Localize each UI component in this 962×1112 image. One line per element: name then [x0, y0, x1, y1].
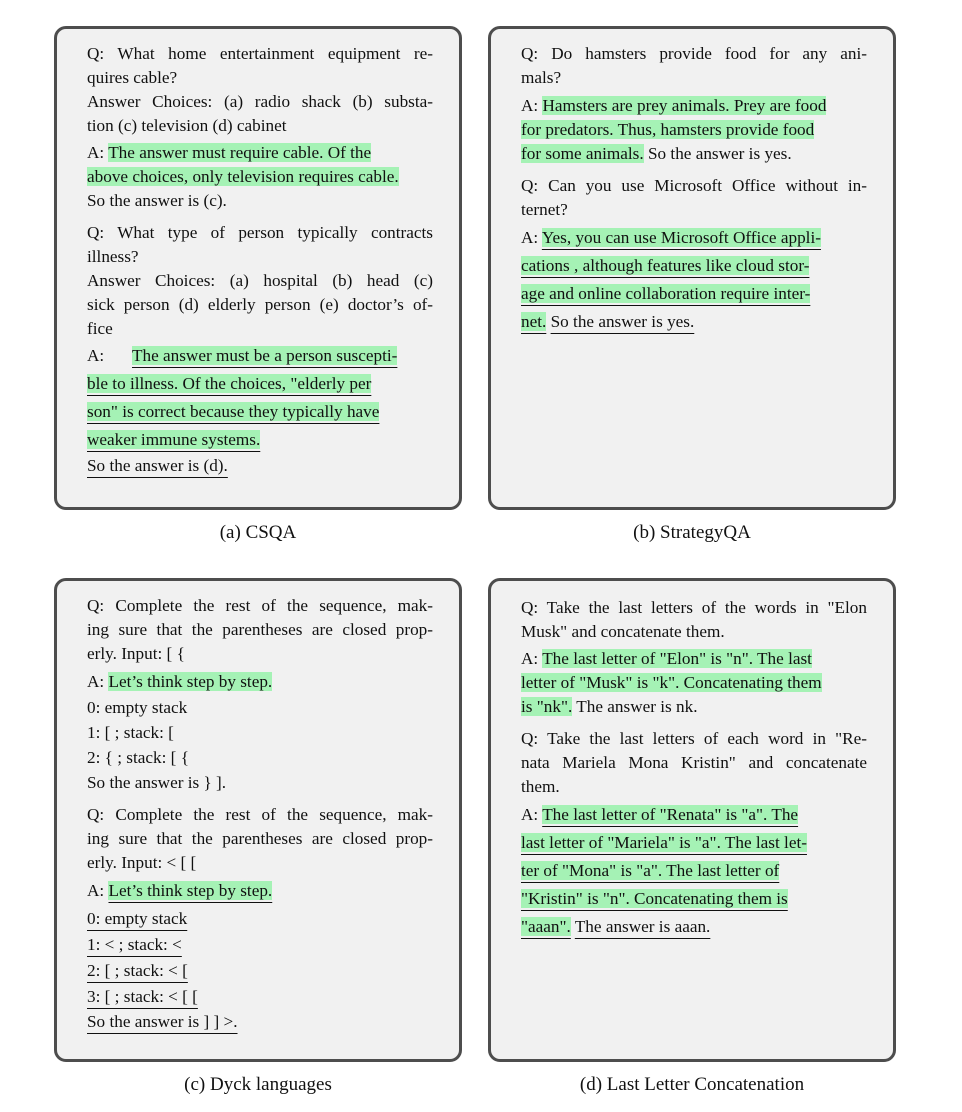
text-line: them. — [521, 777, 560, 796]
final-answer: So the answer is yes. — [550, 312, 695, 331]
answer-line — [521, 226, 867, 250]
answer-line — [521, 803, 867, 827]
answer-line — [521, 859, 867, 883]
answer-prefix: A: — [521, 228, 542, 247]
answer-line — [521, 94, 867, 118]
rationale-highlight: Let’s think step by step. — [108, 672, 273, 691]
answer-line — [521, 254, 867, 278]
rationale-highlight: son" is correct because they typically have — [87, 402, 380, 421]
text-line: nata Mariela Mona Kristin" and concatenate — [521, 753, 867, 772]
rationale-highlight: last letter of "Mariela" is "a". The last let- — [521, 833, 807, 852]
answer-prefix: A: — [87, 672, 109, 691]
rationale-highlight: Let’s think step by step. — [108, 881, 273, 900]
rationale-highlight: weaker immune systems. — [87, 430, 261, 449]
answer-line — [521, 695, 867, 719]
text-line: sick person (d) elderly person (e) doctor’s of- — [87, 295, 433, 314]
panel-last-letter-concatenation — [488, 578, 896, 1062]
answer-line — [87, 907, 433, 931]
caption-strategyqa: (b) StrategyQA — [633, 522, 751, 543]
text-line: tion (c) television (d) cabinet — [87, 116, 287, 135]
text-line: erly. Input: [ { — [87, 644, 185, 663]
rationale-highlight: ble to illness. Of the choices, "elderly per — [87, 374, 372, 393]
answer-line — [87, 985, 433, 1009]
answer-line — [521, 142, 867, 166]
rationale-highlight: above choices, only television requires cable. — [87, 167, 399, 186]
rationale-highlight: The answer must be a person suscepti- — [132, 346, 398, 365]
caption-dyck-languages: (c) Dyck languages — [184, 1074, 332, 1095]
text-line: 1: [ ; stack: [ — [87, 723, 174, 742]
caption-csqa: (a) CSQA — [219, 522, 297, 543]
rationale-highlight: net. — [521, 312, 547, 331]
text-line: erly. Input: < [ [ — [87, 853, 197, 872]
answer-line — [87, 1010, 433, 1034]
final-answer: The answer is nk. — [572, 697, 698, 716]
answer-line — [521, 915, 867, 939]
text-line: Q: Complete the rest of the sequence, mak- — [87, 596, 433, 615]
rationale-highlight: The answer must require cable. Of the — [108, 143, 372, 162]
rationale-highlight: ter of "Mona" is "a". The last letter of — [521, 861, 780, 880]
panel-csqa — [54, 26, 462, 510]
answer-line — [87, 372, 433, 396]
reasoning-step: 1: < ; stack: < — [87, 935, 182, 954]
rationale-highlight: Hamsters are prey animals. Prey are food — [542, 96, 827, 115]
rationale-highlight: for some animals. — [521, 144, 644, 163]
text-line: Q: Complete the rest of the sequence, mak- — [87, 805, 433, 824]
text-line: Musk" and concatenate them. — [521, 622, 725, 641]
answer-line — [87, 959, 433, 983]
answer-line — [87, 141, 433, 165]
panel-strategyqa — [488, 26, 896, 510]
rationale-highlight: Yes, you can use Microsoft Office appli- — [541, 228, 821, 247]
text-line: fice — [87, 319, 113, 338]
text-line: Q: Can you use Microsoft Office without in- — [521, 176, 867, 195]
text-line: 0: empty stack — [87, 698, 188, 717]
answer-line — [87, 933, 433, 957]
rationale-highlight: The last letter of "Renata" is "a". The — [542, 805, 799, 824]
rationale-highlight: "aaan". — [521, 917, 571, 936]
answer-line — [521, 831, 867, 855]
text-line: Q: What home entertainment equipment re- — [87, 44, 433, 63]
text-line: Q: What type of person typically contracts — [87, 223, 433, 242]
text-line: Q: Take the last letters of the words in "Elon — [521, 598, 867, 617]
rationale-highlight: letter of "Musk" is "k". Concatenating them — [521, 673, 822, 692]
text-line: illness? — [87, 247, 139, 266]
rationale-highlight: cations , although features like cloud stor- — [521, 256, 810, 275]
rationale-highlight: for predators. Thus, hamsters provide food — [521, 120, 815, 139]
rationale-highlight: "Kristin" is "n". Concatenating them is — [521, 889, 788, 908]
answer-line — [521, 118, 867, 142]
answer-line — [521, 647, 867, 671]
text-line: 2: { ; stack: [ { — [87, 748, 189, 767]
reasoning-step: 0: empty stack — [87, 909, 188, 928]
answer-line — [87, 344, 433, 368]
text-line: quires cable? — [87, 68, 178, 87]
text-line: Answer Choices: (a) hospital (b) head (c) — [87, 271, 433, 290]
answer-line — [521, 310, 867, 334]
answer-line — [521, 282, 867, 306]
text-line: ing sure that the parentheses are closed prop- — [87, 829, 433, 848]
text-line: Q: Take the last letters of each word in "Re- — [521, 729, 867, 748]
answer-prefix: A: — [87, 881, 109, 900]
answer-line — [87, 454, 433, 478]
final-answer: So the answer is yes. — [643, 144, 792, 163]
rationale-highlight: The last letter of "Elon" is "n". The last — [542, 649, 812, 668]
text-line: So the answer is } ]. — [87, 773, 227, 792]
reasoning-step: 2: [ ; stack: < [ — [87, 961, 188, 980]
answer-line — [87, 400, 433, 424]
text-line: mals? — [521, 68, 562, 87]
caption-last-letter-concatenation: (d) Last Letter Concatenation — [579, 1074, 805, 1095]
answer-line — [87, 879, 433, 903]
final-answer: The answer is aaan. — [574, 917, 711, 936]
text-line: Answer Choices: (a) radio shack (b) substa- — [87, 92, 433, 111]
answer-line — [521, 887, 867, 911]
text-line: ing sure that the parentheses are closed prop- — [87, 620, 433, 639]
answer-line — [87, 670, 433, 694]
answer-prefix: A: — [521, 96, 543, 115]
answer-line — [87, 165, 433, 189]
final-answer: So the answer is ] ] >. — [87, 1012, 238, 1031]
panel-dyck-languages — [54, 578, 462, 1062]
text-line: Q: Do hamsters provide food for any ani- — [521, 44, 867, 63]
rationale-highlight: is "nk". — [521, 697, 573, 716]
text-line: ternet? — [521, 200, 568, 219]
answer-prefix: A: — [521, 805, 543, 824]
reasoning-step: 3: [ ; stack: < [ [ — [87, 987, 198, 1006]
answer-line — [521, 671, 867, 695]
rationale-highlight: age and online collaboration require inter- — [521, 284, 811, 303]
final-answer: So the answer is (d). — [87, 456, 228, 475]
answer-prefix: A: — [87, 143, 109, 162]
answer-prefix: A: — [521, 649, 543, 668]
answer-prefix: A: — [87, 346, 105, 365]
text-line: So the answer is (c). — [87, 191, 227, 210]
answer-line — [87, 428, 433, 452]
